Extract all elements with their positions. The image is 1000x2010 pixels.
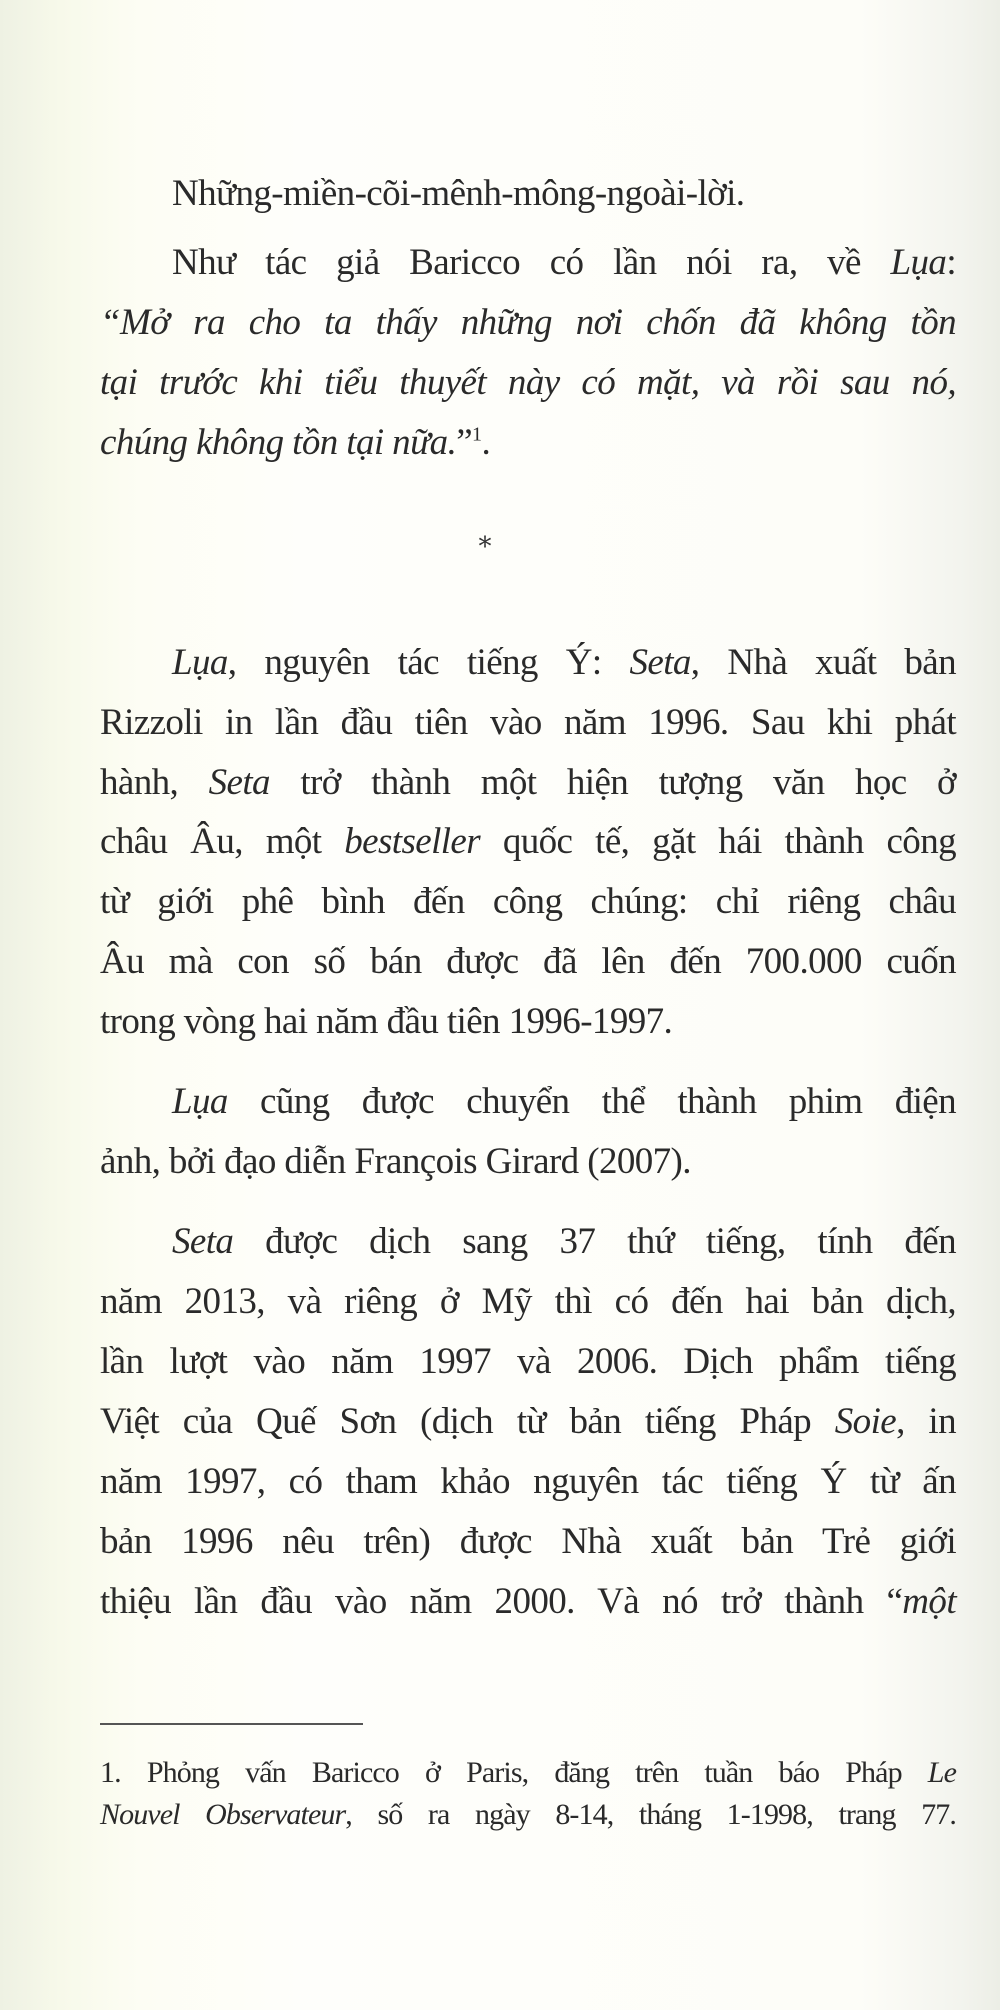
body-line [100,168,956,220]
body-line [100,816,956,868]
text: năm 1997, có tham khảo nguyên tác tiếng Ý từ ấn [100,1461,956,1502]
body-line [100,876,956,928]
text: quốc tế, gặt hái thành công [480,821,956,862]
quote-line [100,357,956,409]
body-line [100,936,956,988]
footnote-ref: 1 [472,423,482,446]
text: ” [456,422,473,463]
text: được dịch sang 37 thứ tiếng, tính đến [233,1221,956,1262]
italic-text: Nouvel Observateur [100,1798,346,1831]
body-line [100,637,956,689]
quote-line [100,417,956,469]
text: , in [896,1401,956,1442]
italic-text: Lụa [890,242,947,283]
text: : [946,242,956,283]
footnote-line [100,1794,956,1836]
footnote-line [100,1752,956,1794]
italic-text: Seta [208,762,270,803]
text: Như tác giả Baricco có lần nói ra, về [172,242,891,283]
text: 1. Phỏng vấn Baricco ở Paris, đăng trên tuần báo Pháp [100,1756,928,1789]
text: thiệu lần đầu vào năm 2000. Và nó trở thành “ [100,1581,903,1622]
body-line [100,1076,956,1128]
text: Việt của Quế Sơn (dịch từ bản tiếng Pháp [100,1401,835,1442]
italic-text: Soie [834,1401,897,1442]
text: Những-miền-cõi-mênh-mông-ngoài-lời. [172,173,745,214]
body-line [100,1336,956,1388]
body-line [100,996,956,1048]
footnote-rule [100,1723,363,1725]
italic-text: tại trước khi tiểu thuyết này có mặt, và rồi sau nó, [100,362,956,403]
text: trở thành một hiện tượng văn học ở [269,762,956,803]
italic-text: bestseller [344,821,481,862]
italic-text: Lụa [172,1081,228,1122]
text: từ giới phê bình đến công chúng: chỉ riêng châu [100,881,956,922]
text: Rizzoli in lần đầu tiên vào năm 1996. Sau khi phát [100,702,956,743]
text: bản 1996 nêu trên) được Nhà xuất bản Trẻ giới [100,1521,956,1562]
italic-text: một [902,1581,956,1622]
italic-text: Lụa [172,642,228,683]
text: , Nhà xuất bản [690,642,956,683]
text: lần lượt vào năm 1997 và 2006. Dịch phẩm tiếng [100,1341,956,1382]
body-line [100,1456,956,1508]
quote-line [100,297,956,349]
text: hành, [100,762,209,803]
body-line [100,1276,956,1328]
body-line [100,1136,956,1188]
text: năm 2013, và riêng ở Mỹ thì có đến hai bản dịch, [100,1281,956,1322]
section-separator: * [478,532,492,562]
italic-text: chúng không tồn tại nữa. [100,422,457,463]
text: cũng được chuyển thể thành phim điện [227,1081,956,1122]
text: . [481,422,491,463]
book-page [100,0,956,2010]
text: châu Âu, một [100,821,345,862]
body-line [100,757,956,809]
text: ảnh, bởi đạo diễn François Girard (2007). [100,1141,691,1182]
body-line [100,1216,956,1268]
text: , số ra ngày 8-14, tháng 1-1998, trang 77. [345,1798,956,1831]
body-line [100,237,956,289]
text: trong vòng hai năm đầu tiên 1996-1997. [100,1001,673,1042]
body-line [100,1396,956,1448]
italic-text: Seta [172,1221,234,1262]
body-line [100,1576,956,1628]
italic-text: Seta [629,642,691,683]
text: Âu mà con số bán được đã lên đến 700.000 cuốn [100,941,956,982]
text: , nguyên tác tiếng Ý: [227,642,630,683]
body-line [100,1516,956,1568]
body-line [100,697,956,749]
italic-text: “Mở ra cho ta thấy những nơi chốn đã không tồn [100,302,956,343]
italic-text: Le [927,1756,956,1789]
